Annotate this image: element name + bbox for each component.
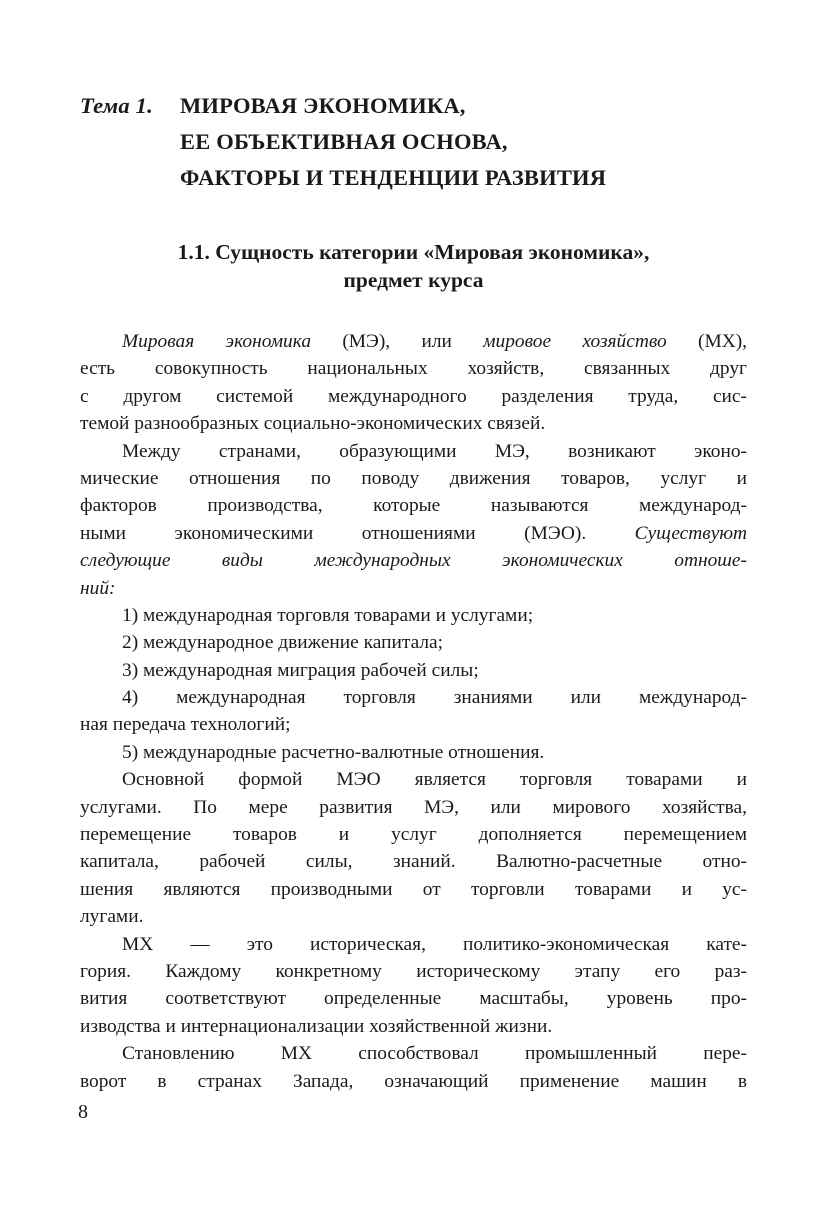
list-item: 3) международная миграция рабочей силы; bbox=[122, 659, 479, 681]
paragraph-line: Между странами, образующими МЭ, возникают эконо- bbox=[122, 440, 747, 462]
list-item-continuation: ная передача технологий; bbox=[80, 714, 291, 736]
section-title-line: 1.1. Сущность категории «Мировая экономика», bbox=[177, 240, 650, 264]
list-item: 5) международные расчетно-валютные отношения. bbox=[122, 741, 545, 763]
paragraph-line: темой разнообразных социально-экономических связей. bbox=[80, 413, 546, 435]
book-page bbox=[80, 88, 747, 1095]
paragraph-line: перемещение товаров и услуг дополняется перемещением bbox=[80, 824, 747, 846]
paragraph-line: МХ — это историческая, политико-экономическая кате- bbox=[122, 933, 747, 955]
paragraph-line: услугами. По мере развития МЭ, или мирового хозяйства, bbox=[80, 796, 747, 818]
paragraph-line bbox=[80, 328, 747, 355]
paragraph-line: Становлению МХ способствовал промышленный пере- bbox=[122, 1043, 747, 1065]
text-span: ными экономическими отношениями (МЭО). bbox=[80, 522, 635, 544]
paragraph-line: ний: bbox=[80, 577, 116, 599]
paragraph-line: изводства и интернационализации хозяйственной жизни. bbox=[80, 1015, 553, 1037]
paragraph-line: гория. Каждому конкретному историческому этапу его раз- bbox=[80, 960, 747, 982]
paragraph-line bbox=[80, 520, 747, 547]
paragraph-line: вития соответствуют определенные масштабы, уровень про- bbox=[80, 988, 747, 1010]
paragraph-line: мические отношения по поводу движения товаров, услуг и bbox=[80, 467, 747, 489]
term-italic: мировое хозяйство bbox=[483, 331, 667, 352]
topic-title-line: ФАКТОРЫ И ТЕНДЕНЦИИ РАЗВИТИЯ bbox=[180, 165, 607, 190]
section-heading bbox=[80, 238, 747, 294]
paragraph-line: есть совокупность национальных хозяйств, связанных друг bbox=[80, 358, 747, 380]
page-number: 8 bbox=[78, 1101, 88, 1123]
paragraph-line: следующие виды международных экономических отноше- bbox=[80, 550, 747, 572]
topic-title-line: МИРОВАЯ ЭКОНОМИКА, bbox=[180, 93, 466, 118]
paragraph-line: лугами. bbox=[80, 906, 144, 928]
topic-title bbox=[180, 88, 606, 196]
topic-title-line: ЕЕ ОБЪЕКТИВНАЯ ОСНОВА, bbox=[180, 129, 508, 154]
paragraph-line: с другом системой международного разделения труда, сис- bbox=[80, 385, 747, 407]
paragraph-line: факторов производства, которые называются международ- bbox=[80, 495, 747, 517]
text-span: (МЭ), или bbox=[311, 331, 484, 352]
list-item: 2) международное движение капитала; bbox=[122, 632, 444, 654]
paragraph-line: ворот в странах Запада, означающий применение машин в bbox=[80, 1070, 747, 1092]
text-span: (МХ), bbox=[666, 331, 748, 352]
body-text bbox=[80, 328, 747, 1095]
paragraph-line: капитала, рабочей силы, знаний. Валютно-расчетные отно- bbox=[80, 851, 747, 873]
list-item: 4) международная торговля знаниями или международ- bbox=[122, 687, 747, 709]
list-item: 1) международная торговля товарами и услугами; bbox=[122, 604, 534, 626]
term-italic: Мировая экономика bbox=[122, 331, 312, 352]
paragraph-line: Основной формой МЭО является торговля товарами и bbox=[122, 769, 747, 791]
paragraph-line: шения являются производными от торговли товарами и ус- bbox=[80, 878, 747, 900]
topic-heading bbox=[80, 88, 747, 196]
text-italic: Существуют bbox=[634, 522, 747, 544]
topic-label: Тема 1. bbox=[80, 93, 153, 118]
section-title-line: предмет курса bbox=[343, 268, 484, 292]
